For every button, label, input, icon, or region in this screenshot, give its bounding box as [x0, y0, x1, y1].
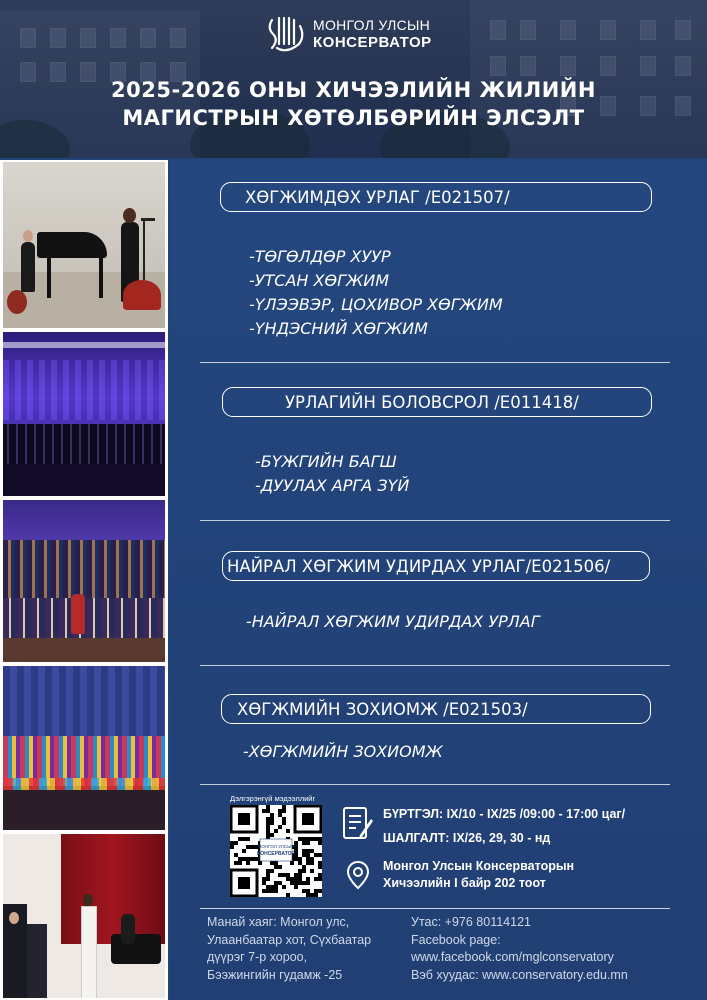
qr-code[interactable]	[230, 805, 322, 897]
list-item: -УТСАН ХӨГЖИМ	[249, 271, 390, 290]
phone-line: Утас: +976 80114121	[411, 915, 531, 929]
exam-dates: ШАЛГАЛТ: IX/26, 29, 30 - нд	[383, 831, 551, 845]
contact-block	[411, 914, 628, 984]
address-block	[207, 914, 371, 984]
facebook-link[interactable]: www.facebook.com/mglconservatory	[411, 950, 614, 964]
divider	[200, 362, 670, 363]
divider	[200, 665, 670, 666]
address-line: дүүрэг 7-р хороо,	[207, 950, 308, 964]
list-item: -БҮЖГИЙН БАГШ	[255, 452, 397, 471]
divider	[200, 784, 670, 785]
address-line: Манай хаяг: Монгол улс,	[207, 915, 350, 929]
address-line: Бээжингийн гудамж -25	[207, 967, 343, 982]
photo-recital-hall	[3, 834, 165, 998]
page-title-line-1: 2025-2026 ОНЫ ХИЧЭЭЛИЙН ЖИЛИЙН	[111, 78, 596, 102]
program-title-orchestral-conducting: НАЙРАЛ ХӨГЖИМ УДИРДАХ УРЛАГ/Е021506/	[222, 551, 650, 581]
list-item: -ДУУЛАХ АРГА ЗҮЙ	[255, 476, 410, 495]
registration-dates: БҮРТГЭЛ: IX/10 - IX/25 /09:00 - 17:00 цаг/	[383, 807, 626, 821]
page-title-line-2: МАГИСТРЫН ХӨТӨЛБӨРИЙН ЭЛСЭЛТ	[122, 106, 585, 130]
photo-piano-performance	[3, 162, 165, 328]
address-line: Улаанбаатар хот, Сүхбаатар	[207, 932, 372, 947]
program-list-music-performance	[249, 245, 503, 341]
location-line-1: Монгол Улсын Консерваторын	[383, 859, 575, 873]
program-title-music-composition: ХӨГЖМИЙН ЗОХИОМЖ /Е021503/	[221, 694, 651, 724]
photo-choir-concert	[3, 332, 165, 496]
header	[0, 0, 707, 158]
logo-line-1: МОНГОЛ УЛСЫН	[313, 17, 431, 33]
photo-orchestra	[3, 500, 165, 662]
facebook-label: Facebook page:	[411, 932, 501, 947]
qr-label: Дэлгэрэнгүй мэдээллийг	[230, 794, 316, 803]
program-title-arts-education: УРЛАГИЙН БОЛОВСРОЛ /Е011418/	[222, 387, 652, 417]
location-info	[383, 858, 574, 892]
photo-strip	[0, 160, 168, 1000]
conservatory-logo	[265, 14, 432, 54]
location-line-2: Хичээлийн I байр 202 тоот	[383, 876, 546, 890]
website-link[interactable]: Вэб хуудас: www.conservatory.edu.mn	[411, 967, 628, 982]
registration-info	[383, 802, 625, 850]
list-item: -НАЙРАЛ ХӨГЖИМ УДИРДАХ УРЛАГ	[246, 612, 540, 631]
program-title-music-performance: ХӨГЖИМДӨХ УРЛАГ /Е021507/	[220, 182, 652, 212]
photo-dance-ensemble	[3, 666, 165, 830]
divider	[200, 908, 670, 909]
list-item: -ҮНДЭСНИЙ ХӨГЖИМ	[249, 319, 428, 338]
conservatory-logo-icon	[265, 14, 307, 54]
location-pin-icon	[346, 860, 370, 890]
list-item: -ТӨГӨЛДӨР ХУУР	[249, 247, 391, 266]
logo-line-2: КОНСЕРВАТОР	[313, 34, 432, 51]
qr-logo-line-2: КОНСЕРВАТОР	[257, 851, 295, 857]
programs-panel	[170, 160, 707, 1000]
program-list-music-composition	[243, 740, 443, 764]
list-item: -ХӨГЖМИЙН ЗОХИОМЖ	[243, 742, 443, 761]
list-item: -ҮЛЭЭВЭР, ЦОХИВОР ХӨГЖИМ	[249, 295, 503, 314]
divider	[200, 520, 670, 521]
program-list-orchestral-conducting	[246, 610, 540, 634]
program-list-arts-education	[255, 450, 409, 498]
qr-logo-line-1: МОНГОЛ УЛСЫН	[257, 844, 295, 849]
form-pen-icon	[342, 805, 374, 841]
